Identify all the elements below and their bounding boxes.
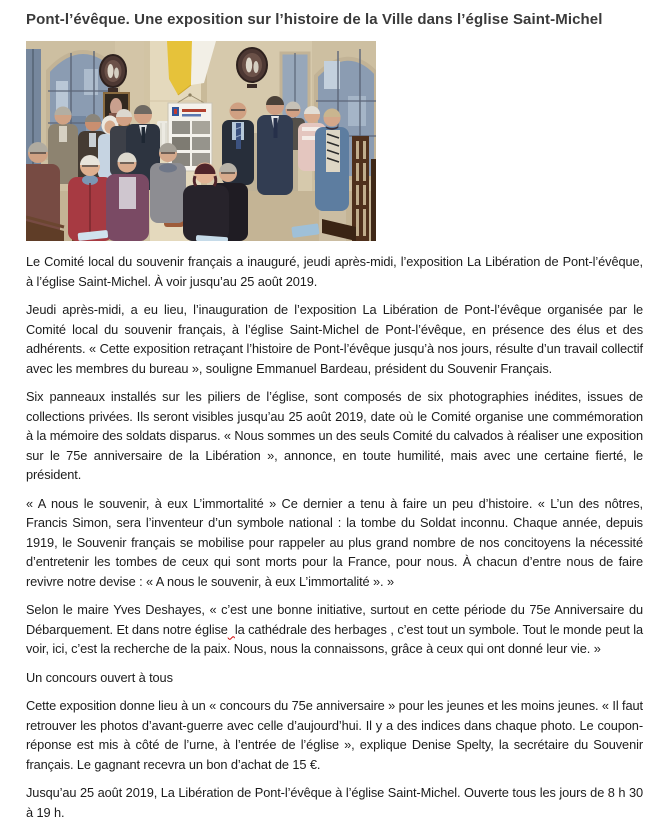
article-subhead: Un concours ouvert à tous xyxy=(26,669,173,685)
article-title: Pont-l’évêque. Une exposition sur l’histoire de la Ville dans l’église Saint-Michel xyxy=(26,11,603,28)
article-paragraph-4: « A nous le souvenir, à eux L’immortalité » Ce dernier a tenu à faire un peu d’histoire. « L’un des nôtres, Francis Simon, sera l’inventeur d’un symbole national : la tombe du Soldat inconnu. Chaque année, depuis 1919, le Souvenir français se mobilise pour rappeler au plus grand nombre de nos concitoyens la nécessité d’entretenir les tombes de ceux qui sont morts pour la France, pour nous. À chacun d’entre nous de faire revivre notre devise : « A nous le souvenir, à eux L’immortalité ». » xyxy=(26,495,643,589)
article-paragraph-8: Jusqu’au 25 août 2019, La Libération de Pont-l’évêque à l’église Saint-Michel. Ouverte tous les jours de 8 h 30 à 19 h. xyxy=(26,785,643,820)
paragraph-5-text-before: Selon le maire Yves Deshayes, « c’est une bonne initiative, surtout en cette période du 75e Anniversaire du Débarquement. Et dans notre église xyxy=(26,602,643,637)
exhibition-poster xyxy=(168,103,212,171)
church-group-photo xyxy=(26,41,376,241)
article-paragraph-5 xyxy=(26,600,643,659)
article-lead: Le Comité local du souvenir français a inauguré, jeudi après-midi, l’exposition La Libération de Pont-l’évêque, à l’église Saint-Michel. À voir jusqu’au 25 août 2019. xyxy=(26,254,643,289)
article-paragraph-3: Six panneaux installés sur les piliers de l’église, sont composés de six photographies inédites, issues de collections privées. Ils seront visibles jusqu’au 25 août 2019, date où le Comité organise une commémoration à la mémoire des soldats disparus. « Nous sommes un des seuls Comité du calvados à réaliser une exposition sur le 75e anniversaire de la Libération », annonce, en toute humilité, mais avec une certaine fierté, le président. xyxy=(26,389,643,482)
paragraph-5-text-after: la cathédrale des herbages , c’est tout un symbole. Tout le monde peut la voir, ici, c’est la recherche de la paix. Nous, nous la connaissons, grâce à ceux qui ont donné leur vie. » xyxy=(26,621,643,656)
spellcheck-squiggle xyxy=(228,622,235,637)
article-paragraph-2: Jeudi après-midi, a eu lieu, l’inauguration de l’exposition La Libération de Pont-l’évêque organisée par le Comité local du souvenir français, à l’église Saint-Michel de Pont-l’évêque, en présence des élus et des adhérents. « Cette exposition retraçant l’histoire de Pont-l’évêque jusqu’à nos jours, résulte d’un travail collectif avec les membres du bureau », souligne Emmanuel Bardeau, président du Souvenir Français. xyxy=(26,302,643,376)
article-paragraph-7: Cette exposition donne lieu à un « concours du 75e anniversaire » pour les jeunes et les moins jeunes. « Il faut retrouver les photos d’avant-guerre avec celle d’aujourd’hui. Il y a des indices dans chaque photo. Le coupon-réponse est mis à côté de l’urne, à l’entrée de l’église », explique Denise Spelty, la secrétaire du Souvenir français. Le gagnant recevra un bon d’achat de 15 €. xyxy=(26,698,643,772)
article-photo xyxy=(26,41,376,241)
